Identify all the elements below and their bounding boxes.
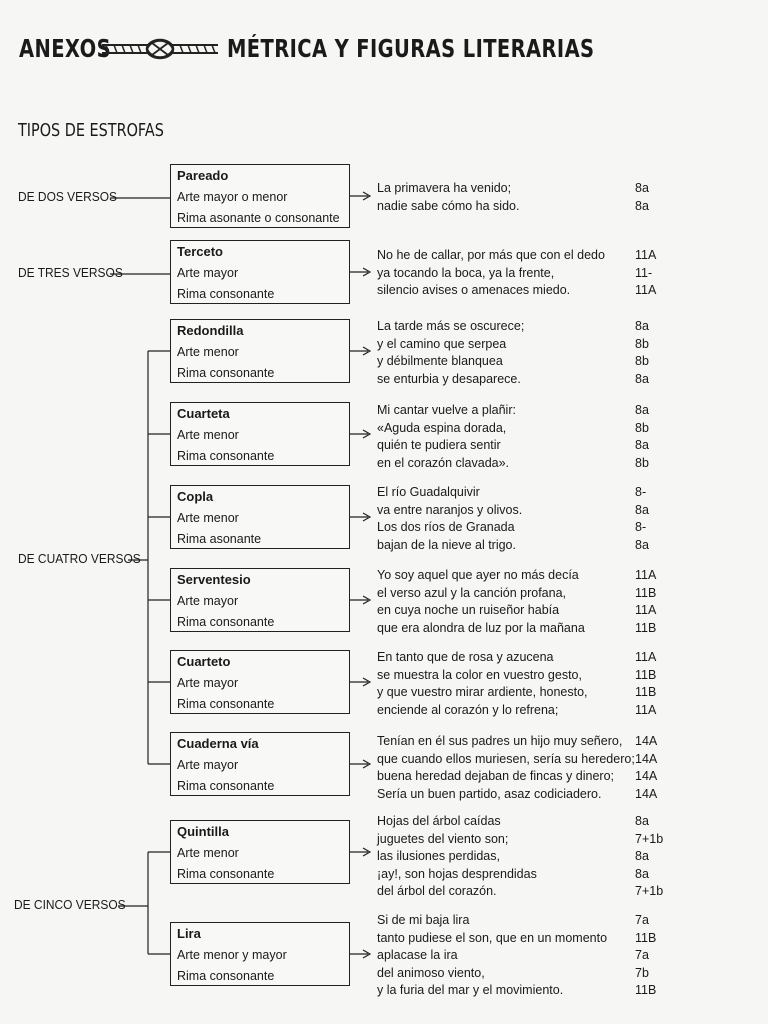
verse-metric: 8b [635, 420, 649, 435]
verse-metric: 8a [635, 438, 649, 453]
verse-metric: 11B [635, 667, 657, 682]
stanza-meter: Arte menor [177, 846, 239, 860]
verse-line [377, 684, 675, 702]
stanza-example [377, 318, 675, 388]
verse-metric: 8a [635, 849, 649, 864]
group-label: DE DOS VERSOS [18, 189, 118, 204]
stanza-meter: Arte mayor [177, 758, 239, 772]
stanza-rhyme: Rima consonante [177, 366, 275, 380]
stanza-meter: Arte menor [177, 511, 239, 525]
verse-text: ¡ay!, son hojas desprendidas [377, 866, 537, 881]
verse-line [377, 733, 675, 751]
verse-line [377, 982, 675, 1000]
verse-metric: 11B [635, 585, 657, 600]
stanza-box [170, 240, 350, 304]
verse-text: Mi cantar vuelve a plañir: [377, 403, 516, 417]
stanza-example [377, 484, 675, 554]
verse-metric: 8a [635, 198, 649, 213]
group-label: DE CINCO VERSOS [14, 897, 126, 912]
verse-text: juguetes del viento son; [377, 831, 509, 846]
verse-text: nadie sabe cómo ha sido. [377, 198, 520, 213]
verse-text: El río Guadalquivir [377, 485, 480, 499]
verse-line [377, 502, 675, 520]
verse-text: del animoso viento, [377, 965, 485, 980]
verse-line [377, 519, 675, 537]
stanza-box [170, 319, 350, 383]
stanza-name: Lira [177, 926, 201, 941]
stanza-name: Cuarteto [177, 654, 231, 669]
verse-line [377, 602, 675, 620]
verse-metric: 11A [635, 650, 657, 664]
stanza-example [377, 649, 675, 719]
verse-line [377, 198, 675, 216]
verse-metric: 8b [635, 336, 649, 351]
stanza-example [377, 733, 675, 803]
verse-text: se muestra la color en vuestro gesto, [377, 667, 582, 682]
verse-metric: 7+1b [635, 884, 664, 899]
verse-metric: 11B [635, 620, 657, 635]
section-title: TIPOS DE ESTROFAS [18, 120, 164, 141]
verse-line [377, 848, 675, 866]
stanza-meter: Arte mayor [177, 594, 239, 608]
verse-metric: 11A [635, 283, 657, 298]
verse-line [377, 649, 675, 667]
verse-line [377, 620, 675, 638]
verse-line [377, 831, 675, 849]
verse-text: y la furia del mar y el movimiento. [377, 983, 564, 998]
stanza-example [377, 402, 675, 472]
stanza-meter: Arte mayor [177, 266, 239, 280]
verse-text: y débilmente blanquea [377, 354, 503, 369]
verse-text: quién te pudiera sentir [377, 438, 501, 453]
verse-line [377, 866, 675, 884]
stanza-box [170, 402, 350, 466]
stanza-rhyme: Rima consonante [177, 779, 275, 793]
verse-text: aplacase la ira [377, 948, 458, 963]
stanza-name: Pareado [177, 168, 229, 183]
stanza-name: Redondilla [177, 323, 244, 338]
header-section-label: ANEXOS [19, 34, 112, 63]
verse-line [377, 402, 675, 420]
verse-line [377, 702, 675, 720]
verse-text: del árbol del corazón. [377, 884, 497, 899]
verse-metric: 14A [635, 751, 658, 766]
stanza-box [170, 820, 350, 884]
verse-metric: 11A [635, 603, 657, 618]
verse-line [377, 912, 675, 930]
stanza-box [170, 568, 350, 632]
verse-metric: 8a [635, 866, 649, 881]
verse-metric: 8a [635, 814, 649, 828]
stanza-rhyme: Rima consonante [177, 969, 275, 983]
stanza-name: Copla [177, 489, 214, 504]
verse-line [377, 282, 675, 300]
stanza-name: Cuarteta [177, 406, 230, 421]
verse-metric: 14A [635, 769, 658, 784]
verse-text: Sería un buen partido, asaz codiciadero. [377, 786, 602, 801]
verse-text: Tenían en él sus padres un hijo muy señero, [377, 734, 623, 748]
verse-line [377, 180, 675, 198]
stanza-rhyme: Rima asonante o consonante [177, 211, 340, 225]
stanza-box [170, 164, 350, 228]
verse-text: enciende al corazón y lo refrena; [377, 702, 559, 717]
verse-text: se enturbia y desaparece. [377, 371, 521, 386]
page-title: MÉTRICA Y FIGURAS LITERARIAS [227, 34, 595, 63]
verse-metric: 7a [635, 948, 649, 963]
verse-line [377, 247, 675, 265]
verse-text: Hojas del árbol caídas [377, 814, 501, 828]
verse-metric: 8b [635, 455, 649, 470]
verse-text: en cuya noche un ruiseñor había [377, 603, 560, 618]
verse-metric: 11B [635, 930, 657, 945]
verse-line [377, 667, 675, 685]
verse-text: No he de callar, por más que con el dedo [377, 248, 605, 262]
verse-metric: 7a [635, 913, 649, 927]
verse-line [377, 537, 675, 555]
verse-text: y el camino que serpea [377, 336, 507, 351]
verse-text: Yo soy aquel que ayer no más decía [377, 568, 579, 582]
verse-metric: 8a [635, 371, 649, 386]
verse-line [377, 947, 675, 965]
stanza-rhyme: Rima consonante [177, 867, 275, 881]
verse-line [377, 567, 675, 585]
stanza-rhyme: Rima consonante [177, 449, 275, 463]
verse-line [377, 353, 675, 371]
verse-metric: 8- [635, 485, 647, 499]
verse-metric: 14A [635, 786, 658, 801]
verse-metric: 8- [635, 520, 647, 535]
verse-line [377, 883, 675, 901]
stanza-meter: Arte menor [177, 428, 239, 442]
verse-metric: 14A [635, 734, 658, 748]
stanza-meter: Arte mayor o menor [177, 190, 288, 204]
verse-line [377, 455, 675, 473]
stanza-example [377, 912, 675, 1000]
verse-metric: 7+1b [635, 831, 664, 846]
stanza-name: Cuaderna vía [177, 736, 259, 751]
verse-metric: 8a [635, 537, 649, 552]
verse-text: ya tocando la boca, ya la frente, [377, 265, 555, 280]
verse-text: y que vuestro mirar ardiente, honesto, [377, 685, 588, 700]
verse-text: que era alondra de luz por la mañana [377, 620, 585, 635]
verse-line [377, 437, 675, 455]
verse-metric: 8a [635, 181, 649, 195]
verse-line [377, 585, 675, 603]
verse-metric: 11B [635, 685, 657, 700]
verse-metric: 11A [635, 702, 657, 717]
stanza-box [170, 732, 350, 796]
verse-line [377, 371, 675, 389]
verse-line [377, 265, 675, 283]
stanza-box [170, 650, 350, 714]
stanza-example [377, 180, 675, 215]
verse-metric: 7b [635, 965, 649, 980]
verse-text: bajan de la nieve al trigo. [377, 537, 516, 552]
stanza-rhyme: Rima asonante [177, 532, 262, 546]
verse-line [377, 768, 675, 786]
stanza-box [170, 485, 350, 549]
verse-text: va entre naranjos y olivos. [377, 502, 523, 517]
stanza-example [377, 567, 675, 637]
stanza-meter: Arte menor y mayor [177, 948, 287, 962]
verse-text: Si de mi baja lira [377, 913, 470, 927]
stanza-example [377, 247, 675, 300]
stanza-name: Serventesio [177, 572, 251, 587]
stanza-example [377, 813, 675, 901]
verse-text: tanto pudiese el son, que en un momento [377, 930, 608, 945]
stanza-name: Terceto [177, 244, 223, 259]
stanza-box [170, 922, 350, 986]
group-label: DE CUATRO VERSOS [18, 551, 141, 566]
stanza-name: Quintilla [177, 824, 229, 839]
stanza-rhyme: Rima consonante [177, 287, 275, 301]
verse-line [377, 336, 675, 354]
verse-metric: 11A [635, 568, 657, 582]
verse-text: las ilusiones perdidas, [377, 849, 500, 864]
verse-line [377, 318, 675, 336]
verse-text: buena heredad dejaban de fincas y dinero; [377, 769, 614, 784]
verse-text: La tarde más se oscurece; [377, 319, 525, 333]
verse-line [377, 813, 675, 831]
verse-line [377, 484, 675, 502]
verse-text: el verso azul y la canción profana, [377, 585, 566, 600]
stanza-rhyme: Rima consonante [177, 697, 275, 711]
verse-metric: 8a [635, 403, 649, 417]
verse-text: Los dos ríos de Granada [377, 520, 515, 535]
group-label: DE TRES VERSOS [18, 265, 123, 280]
verse-metric: 8a [635, 502, 649, 517]
verse-line [377, 751, 675, 769]
stanza-meter: Arte menor [177, 345, 239, 359]
verse-metric: 11B [635, 983, 657, 998]
verse-text: en el corazón clavada». [377, 455, 510, 470]
verse-text: La primavera ha venido; [377, 181, 512, 195]
verse-line [377, 420, 675, 438]
verse-text: que cuando ellos muriesen, sería su heredero; [377, 751, 635, 766]
verse-line [377, 965, 675, 983]
verse-metric: 11- [635, 265, 653, 280]
stanza-rhyme: Rima consonante [177, 615, 275, 629]
verse-metric: 8b [635, 354, 649, 369]
verse-text: «Aguda espina dorada, [377, 420, 507, 435]
verse-text: silencio avises o amenaces miedo. [377, 283, 571, 298]
verse-text: En tanto que de rosa y azucena [377, 650, 554, 664]
verse-metric: 8a [635, 319, 649, 333]
verse-metric: 11A [635, 248, 657, 262]
verse-line [377, 786, 675, 804]
verse-line [377, 930, 675, 948]
stanza-meter: Arte mayor [177, 676, 239, 690]
